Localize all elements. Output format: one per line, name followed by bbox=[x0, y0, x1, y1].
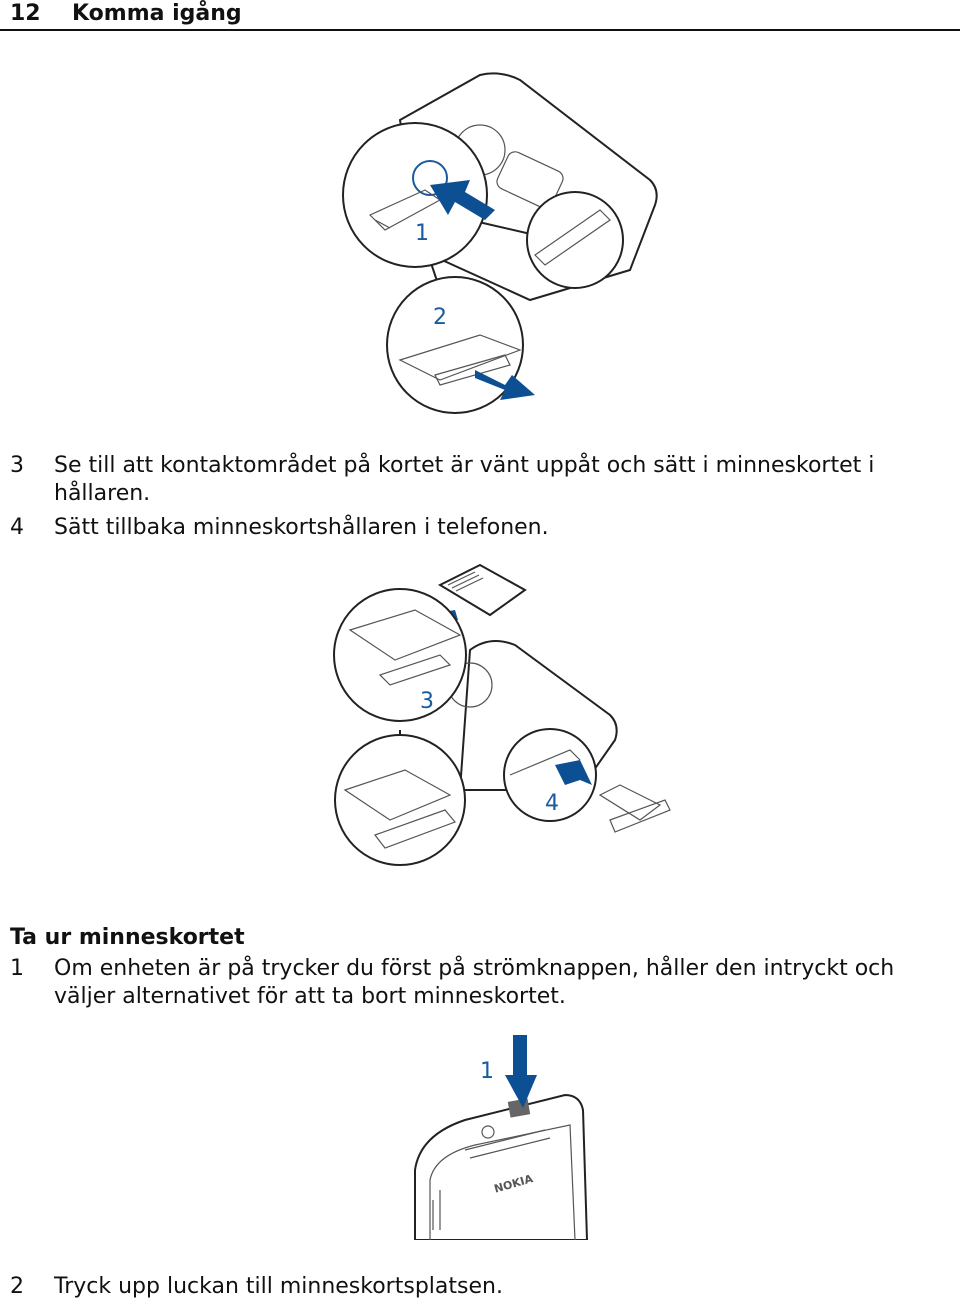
page-header bbox=[0, 0, 960, 31]
callout-1: 1 bbox=[415, 221, 429, 246]
step-4 bbox=[0, 514, 960, 542]
figure-remove-holder bbox=[330, 70, 670, 420]
remove-step-1 bbox=[0, 955, 960, 1011]
subheading-remove-card: Ta ur minneskortet bbox=[10, 925, 245, 950]
step-text: Se till att kontaktområdet på kortet är vänt uppåt och sätt i minneskortet i hållaren. bbox=[54, 453, 875, 506]
step-3 bbox=[0, 452, 960, 508]
step-number: 3 bbox=[10, 453, 24, 478]
section-title: Komma igång bbox=[72, 1, 242, 26]
step-text: Tryck upp luckan till minneskortsplatsen. bbox=[54, 1274, 503, 1299]
step-number: 1 bbox=[10, 956, 24, 981]
callout-3: 3 bbox=[420, 689, 434, 714]
step-number: 4 bbox=[10, 515, 24, 540]
figure-remove-holder-illustration bbox=[330, 70, 670, 420]
page-number: 12 bbox=[10, 1, 41, 26]
callout-2: 2 bbox=[433, 305, 447, 330]
callout-4: 4 bbox=[545, 791, 559, 816]
figure-power-button bbox=[405, 1030, 605, 1240]
figure-insert-card bbox=[330, 560, 680, 870]
remove-step-2 bbox=[0, 1273, 960, 1301]
step-number: 2 bbox=[10, 1274, 24, 1299]
brand-label: NOKIA bbox=[492, 1172, 535, 1196]
callout-1: 1 bbox=[480, 1059, 494, 1084]
step-text: Sätt tillbaka minneskortshållaren i telefonen. bbox=[54, 515, 549, 540]
figure-power-button-illustration bbox=[405, 1030, 605, 1240]
figure-insert-card-illustration bbox=[330, 560, 680, 870]
step-text: Om enheten är på trycker du först på strömknappen, håller den intryckt och väljer alternativet för att ta bort minneskortet. bbox=[54, 956, 895, 1009]
